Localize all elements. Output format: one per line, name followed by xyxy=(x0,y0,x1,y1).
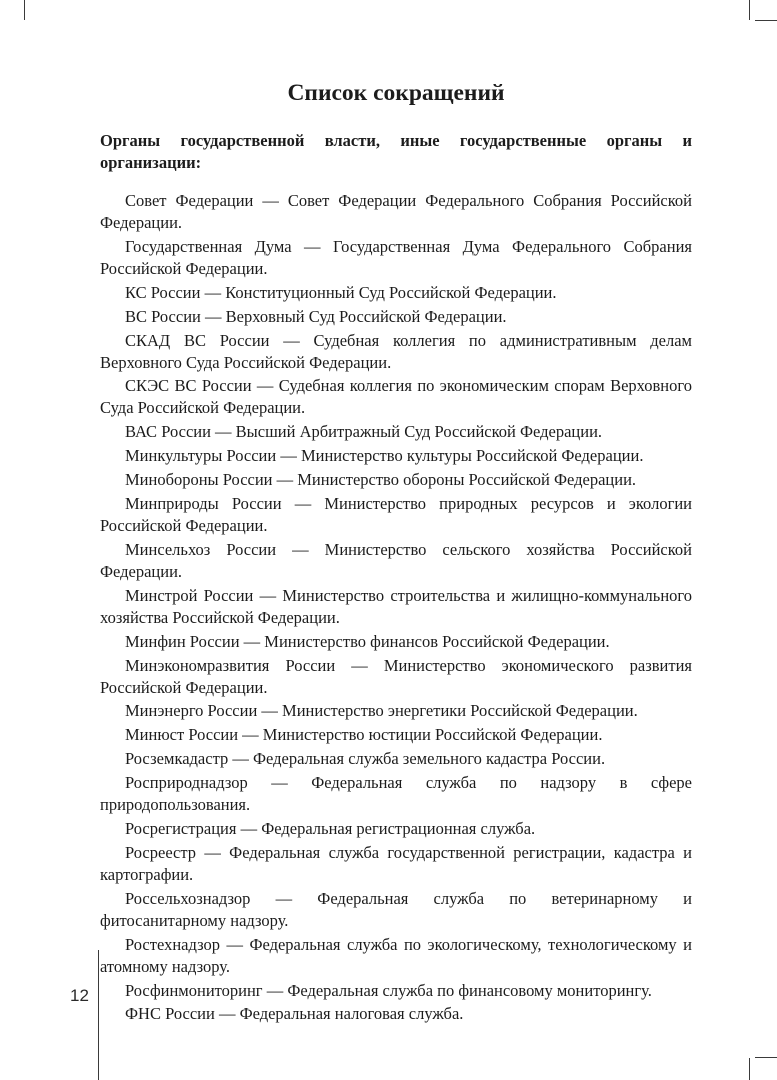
crop-mark-top-left xyxy=(24,0,25,20)
list-item: СКАД ВС России — Судебная коллегия по административным делам Верховного Суда Российской Федерации. xyxy=(100,330,692,372)
list-item: КС России — Конституционный Суд Российской Федерации. xyxy=(125,282,557,302)
list-item: Минкультуры России — Министерство культуры Российской Федерации. xyxy=(125,446,644,466)
list-item: ВС России — Верховный Суд Российской Федерации. xyxy=(125,306,507,326)
margin-rule-bottom-left xyxy=(98,950,99,1080)
list-item: Минприроды России — Министерство природных ресурсов и экологии Российской Федерации. xyxy=(100,494,692,536)
list-item: СКЭС ВС России — Судебная коллегия по экономическим спорам Верховного Суда Российской Федерации. xyxy=(100,376,692,418)
list-item: Минэкономразвития России — Министерство экономического развития Российской Федерации. xyxy=(100,655,692,697)
crop-mark-top-right-vertical xyxy=(749,0,750,20)
crop-mark-top-right-horizontal xyxy=(755,20,777,21)
crop-mark-bottom-right-horizontal xyxy=(755,1057,777,1058)
section-subheading: Органы государственной власти, иные государственные органы и организации: xyxy=(100,131,692,172)
list-item: Росприроднадзор — Федеральная служба по надзору в сфере природопользования. xyxy=(100,773,692,815)
list-item: Минфин России — Министерство финансов Российской Федерации. xyxy=(125,631,610,651)
page-number: 12 xyxy=(70,986,89,1005)
list-item: Минэнерго России — Министерство энергетики Российской Федерации. xyxy=(125,701,638,721)
list-item: Росрегистрация — Федеральная регистрационная служба. xyxy=(125,819,536,839)
page-title: Список сокращений xyxy=(287,80,505,106)
list-item: Совет Федерации — Совет Федерации Федерального Собрания Российской Федерации. xyxy=(100,191,692,232)
list-item: Росреестр — Федеральная служба государственной регистрации, кадастра и картографии. xyxy=(100,842,692,884)
abbreviation-list xyxy=(100,190,692,1027)
list-item: Минобороны России — Министерство обороны Российской Федерации. xyxy=(125,470,637,490)
list-item: ВАС России — Высший Арбитражный Суд Российской Федерации. xyxy=(125,422,603,442)
list-item: Росземкадастр — Федеральная служба земельного кадастра России. xyxy=(125,749,606,769)
list-item: Минстрой России — Министерство строительства и жилищно-коммунального хозяйства Российской Федерации. xyxy=(100,585,692,627)
list-item: Россельхознадзор — Федеральная служба по ветеринарному и фитосанитарному надзору. xyxy=(100,888,692,930)
list-item: ФНС России — Федеральная налоговая служба. xyxy=(125,1004,464,1024)
list-item: Росфинмониторинг — Федеральная служба по финансовому мониторингу. xyxy=(125,980,652,1000)
list-item: Государственная Дума — Государственная Дума Федерального Собрания Российской Федерации. xyxy=(100,236,692,278)
list-item: Ростехнадзор — Федеральная служба по экологическому, технологическому и атомному надзору. xyxy=(100,934,692,976)
list-item: Минсельхоз России — Министерство сельского хозяйства Российской Федерации. xyxy=(100,539,692,581)
list-item: Минюст России — Министерство юстиции Российской Федерации. xyxy=(125,725,603,745)
crop-mark-bottom-right-vertical xyxy=(749,1058,750,1080)
